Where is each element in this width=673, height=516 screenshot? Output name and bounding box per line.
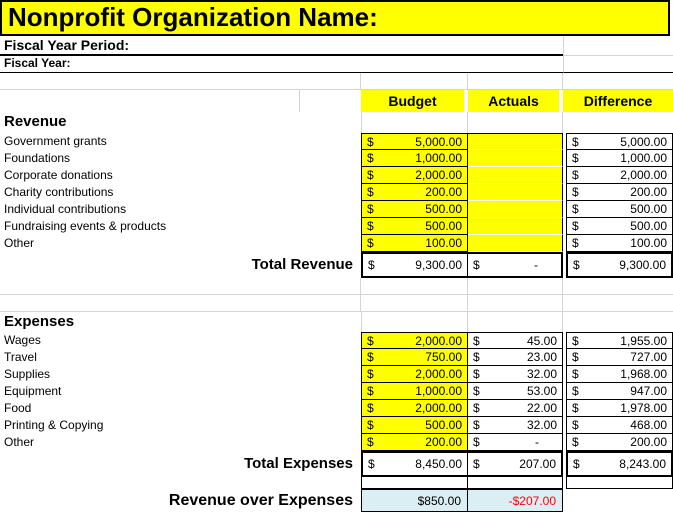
row-label: Foundations	[4, 151, 71, 165]
row-label: Individual contributions	[4, 202, 127, 216]
total-revenue-row	[0, 252, 673, 278]
budget-cell[interactable]	[361, 434, 468, 451]
empty-cell[interactable]	[0, 295, 361, 311]
budget-cell[interactable]	[361, 383, 468, 400]
cell-value: 32.00	[526, 418, 557, 432]
row-label: Wages	[4, 333, 41, 347]
total-expenses-row	[0, 451, 673, 477]
summary-actuals-cell[interactable]	[468, 489, 563, 512]
empty-cell[interactable]	[468, 112, 563, 133]
summary-difference-cell[interactable]	[563, 489, 673, 512]
row-label-cell[interactable]	[0, 150, 361, 167]
budget-column-header[interactable]	[361, 90, 468, 112]
currency-symbol: $	[473, 258, 480, 272]
cell-value: 2,000.00	[415, 333, 462, 348]
empty-row	[0, 73, 673, 90]
currency-symbol: $	[572, 384, 579, 398]
row-label-cell[interactable]	[0, 184, 361, 201]
empty-cell[interactable]	[563, 295, 673, 311]
actuals-cell[interactable]	[468, 400, 563, 417]
currency-symbol: $	[367, 401, 374, 415]
empty-bordered-row	[0, 477, 673, 489]
empty-row	[0, 295, 673, 312]
fiscal-year-period-cell[interactable]	[0, 36, 563, 56]
empty-cell[interactable]	[563, 312, 673, 332]
expense-row	[0, 383, 673, 400]
currency-symbol: $	[368, 258, 375, 272]
currency-symbol: $	[368, 457, 375, 471]
title-row	[0, 0, 673, 36]
cell-value: 45.00	[526, 333, 557, 348]
currency-symbol: $	[473, 418, 480, 432]
empty-cell[interactable]	[361, 73, 468, 89]
currency-symbol: $	[367, 151, 374, 165]
actuals-cell[interactable]	[468, 366, 563, 383]
column-header-row	[0, 90, 673, 112]
currency-symbol: $	[572, 134, 579, 149]
expenses-heading-row	[0, 312, 673, 332]
row-label-cell[interactable]	[0, 434, 361, 451]
currency-symbol: $	[573, 258, 580, 272]
row-label: Government grants	[4, 134, 107, 148]
cell-value: 500.00	[425, 219, 462, 233]
header-spacer-cell	[0, 90, 361, 112]
currency-symbol: $	[572, 367, 579, 381]
difference-column-header[interactable]	[563, 90, 673, 112]
empty-cell[interactable]	[361, 312, 468, 332]
currency-symbol: $	[367, 333, 374, 348]
fiscal-year-period-label: Fiscal Year Period:	[4, 37, 130, 53]
expense-row	[0, 349, 673, 366]
currency-symbol: $	[473, 401, 480, 415]
expense-row	[0, 332, 673, 349]
currency-symbol: $	[473, 350, 480, 364]
expense-row	[0, 434, 673, 451]
cell-value-negative: -$207.00	[508, 493, 556, 508]
difference-cell[interactable]	[563, 400, 673, 417]
row-label-cell[interactable]	[0, 366, 361, 383]
cell-value: 1,968.00	[620, 367, 667, 381]
currency-symbol: $	[367, 350, 374, 364]
actuals-cell[interactable]	[468, 332, 563, 349]
empty-cell[interactable]	[361, 112, 468, 133]
fiscal-year-period-row	[0, 36, 673, 56]
empty-cell[interactable]	[361, 278, 468, 294]
actuals-cell[interactable]	[468, 167, 563, 184]
empty-cell[interactable]	[563, 278, 673, 294]
budget-header-label: Budget	[388, 93, 437, 109]
cell-value: 22.00	[526, 401, 557, 415]
currency-symbol: $	[367, 384, 374, 398]
row-label: Fundraising events & products	[4, 219, 167, 233]
currency-symbol: $	[572, 185, 579, 199]
currency-symbol: $	[367, 168, 374, 182]
cell-value: 100.00	[630, 236, 667, 250]
currency-symbol: $	[572, 333, 579, 348]
row-label: Travel	[4, 350, 37, 364]
cell-value: 1,955.00	[620, 333, 667, 348]
cell-value: 750.00	[425, 350, 462, 364]
fiscal-year-row	[0, 56, 673, 73]
difference-cell[interactable]	[563, 383, 673, 400]
budget-cell[interactable]	[361, 201, 468, 218]
row-label-cell[interactable]	[0, 332, 361, 349]
cell-value: 947.00	[630, 384, 667, 398]
page-title: Nonprofit Organization Name:	[8, 2, 378, 32]
cell-value: 200.00	[425, 435, 462, 449]
empty-cell[interactable]	[0, 73, 361, 89]
budget-cell[interactable]	[361, 417, 468, 434]
currency-symbol: $	[572, 151, 579, 165]
revenue-row	[0, 167, 673, 184]
row-label: Corporate donations	[4, 168, 113, 182]
currency-symbol: $	[572, 435, 579, 449]
cell-value: 200.00	[630, 435, 667, 449]
difference-cell[interactable]	[563, 201, 673, 218]
cell-value: 468.00	[630, 418, 667, 432]
cell-value: 2,000.00	[620, 168, 667, 182]
row-label-cell[interactable]	[0, 349, 361, 366]
revenue-over-expenses-row	[0, 489, 673, 512]
budget-cell[interactable]	[361, 366, 468, 383]
cell-value: 1,000.00	[620, 151, 667, 165]
currency-symbol: $	[367, 185, 374, 199]
cell-value: -	[535, 435, 539, 449]
currency-symbol: $	[572, 219, 579, 233]
revenue-heading-row	[0, 112, 673, 133]
currency-symbol: $	[572, 202, 579, 216]
difference-cell[interactable]	[563, 150, 673, 167]
row-label-cell[interactable]	[0, 383, 361, 400]
cell-value: -	[534, 258, 538, 272]
cell-value: $850.00	[417, 493, 461, 508]
row-label: Other	[4, 435, 35, 449]
total-revenue-budget-cell[interactable]	[361, 252, 468, 278]
summary-budget-cell[interactable]	[361, 489, 468, 512]
budget-cell[interactable]	[361, 133, 468, 150]
empty-cell[interactable]	[563, 36, 673, 56]
total-expenses-label: Total Expenses	[244, 455, 353, 472]
currency-symbol: $	[572, 401, 579, 415]
cell-value: 9,300.00	[619, 258, 666, 272]
total-expenses-actuals-cell[interactable]	[468, 451, 563, 477]
empty-cell[interactable]	[468, 312, 563, 332]
empty-cell[interactable]	[563, 56, 673, 73]
cell-value: 1,000.00	[415, 384, 462, 398]
difference-cell[interactable]	[563, 332, 673, 349]
currency-symbol: $	[573, 457, 580, 471]
empty-cell[interactable]	[361, 295, 468, 311]
empty-cell[interactable]	[0, 477, 361, 489]
total-expenses-budget-cell[interactable]	[361, 451, 468, 477]
actuals-cell[interactable]	[468, 434, 563, 451]
currency-symbol: $	[367, 367, 374, 381]
actuals-cell[interactable]	[468, 383, 563, 400]
cell-value: 23.00	[526, 350, 557, 364]
cell-value: 500.00	[630, 219, 667, 233]
actuals-cell[interactable]	[468, 235, 563, 252]
difference-cell[interactable]	[563, 167, 673, 184]
revenue-row	[0, 235, 673, 252]
cell-value: 2,000.00	[415, 367, 462, 381]
budget-cell[interactable]	[361, 167, 468, 184]
revenue-row	[0, 184, 673, 201]
total-revenue-label: Total Revenue	[251, 256, 353, 273]
empty-cell[interactable]	[468, 73, 563, 89]
row-label: Printing & Copying	[4, 418, 104, 432]
expense-row	[0, 400, 673, 417]
actuals-header-label: Actuals	[488, 93, 539, 109]
row-label-cell[interactable]	[0, 218, 361, 235]
total-expenses-difference-cell[interactable]	[563, 451, 673, 477]
empty-row	[0, 278, 673, 295]
revenue-over-expenses-label: Revenue over Expenses	[168, 492, 353, 509]
currency-symbol: $	[473, 333, 480, 348]
expense-row	[0, 366, 673, 383]
difference-cell[interactable]	[563, 417, 673, 434]
empty-cell[interactable]	[563, 477, 673, 489]
cell-value: 500.00	[425, 418, 462, 432]
cell-value: 9,300.00	[415, 258, 462, 272]
actuals-cell[interactable]	[468, 218, 563, 235]
currency-symbol: $	[473, 367, 480, 381]
actuals-cell[interactable]	[468, 133, 563, 150]
actuals-cell[interactable]	[468, 417, 563, 434]
expenses-section-heading: Expenses	[4, 313, 75, 330]
row-label: Other	[4, 236, 35, 250]
currency-symbol: $	[367, 418, 374, 432]
cell-value: 2,000.00	[415, 168, 462, 182]
budget-cell[interactable]	[361, 400, 468, 417]
fiscal-year-label: Fiscal Year:	[4, 56, 71, 70]
cell-value: 8,450.00	[415, 457, 462, 471]
cell-value: 500.00	[630, 202, 667, 216]
gridline-spacer	[0, 90, 300, 112]
row-label-cell[interactable]	[0, 167, 361, 184]
org-name-title-cell[interactable]	[0, 0, 670, 36]
cell-value: 8,243.00	[619, 457, 666, 471]
revenue-section-heading: Revenue	[4, 113, 67, 130]
budget-cell[interactable]	[361, 349, 468, 366]
currency-symbol: $	[367, 219, 374, 233]
actuals-cell[interactable]	[468, 349, 563, 366]
cell-value: 200.00	[630, 185, 667, 199]
total-revenue-actuals-cell[interactable]	[468, 252, 563, 278]
row-label: Food	[4, 401, 32, 415]
budget-cell[interactable]	[361, 184, 468, 201]
cell-value: 1,000.00	[415, 151, 462, 165]
currency-symbol: $	[473, 384, 480, 398]
budget-cell[interactable]	[361, 218, 468, 235]
row-label: Charity contributions	[4, 185, 114, 199]
row-label: Supplies	[4, 367, 51, 381]
empty-cell[interactable]	[468, 477, 563, 489]
fiscal-year-cell[interactable]	[0, 56, 563, 73]
currency-symbol: $	[473, 457, 480, 471]
cell-value: 500.00	[425, 202, 462, 216]
currency-symbol: $	[572, 236, 579, 250]
row-label-cell[interactable]	[0, 417, 361, 434]
cell-value: 100.00	[425, 236, 462, 250]
cell-value: 200.00	[425, 185, 462, 199]
total-revenue-difference-cell[interactable]	[563, 252, 673, 278]
cell-value: 53.00	[526, 384, 557, 398]
difference-cell[interactable]	[563, 434, 673, 451]
difference-cell[interactable]	[563, 218, 673, 235]
actuals-cell[interactable]	[468, 184, 563, 201]
row-label-cell[interactable]	[0, 133, 361, 150]
cell-value: 207.00	[519, 457, 556, 471]
difference-cell[interactable]	[563, 366, 673, 383]
cell-value: 5,000.00	[620, 134, 667, 149]
empty-cell[interactable]	[563, 112, 673, 133]
cell-value: 2,000.00	[415, 401, 462, 415]
revenue-row	[0, 201, 673, 218]
revenue-row	[0, 150, 673, 167]
difference-cell[interactable]	[563, 133, 673, 150]
budget-cell[interactable]	[361, 150, 468, 167]
expense-row	[0, 417, 673, 434]
actuals-cell[interactable]	[468, 201, 563, 218]
currency-symbol: $	[367, 435, 374, 449]
cell-value: 5,000.00	[415, 134, 462, 149]
revenue-row	[0, 133, 673, 150]
empty-cell[interactable]	[0, 278, 361, 294]
empty-cell[interactable]	[563, 73, 673, 89]
difference-cell[interactable]	[563, 184, 673, 201]
cell-value: 1,978.00	[620, 401, 667, 415]
revenue-row	[0, 218, 673, 235]
row-label-cell[interactable]	[0, 201, 361, 218]
cell-value: 727.00	[630, 350, 667, 364]
empty-cell[interactable]	[361, 477, 468, 489]
currency-symbol: $	[367, 236, 374, 250]
budget-cell[interactable]	[361, 332, 468, 349]
currency-symbol: $	[572, 168, 579, 182]
actuals-cell[interactable]	[468, 150, 563, 167]
difference-header-label: Difference	[583, 93, 653, 109]
difference-cell[interactable]	[563, 235, 673, 252]
actuals-column-header[interactable]	[468, 90, 563, 112]
row-label-cell[interactable]	[0, 400, 361, 417]
row-label: Equipment	[4, 384, 62, 398]
empty-cell[interactable]	[468, 295, 563, 311]
difference-cell[interactable]	[563, 349, 673, 366]
currency-symbol: $	[572, 418, 579, 432]
row-label-cell[interactable]	[0, 235, 361, 252]
budget-cell[interactable]	[361, 235, 468, 252]
currency-symbol: $	[367, 202, 374, 216]
cell-value: 32.00	[526, 367, 557, 381]
bottom-filler	[0, 512, 673, 516]
currency-symbol: $	[367, 134, 374, 149]
empty-cell[interactable]	[468, 278, 563, 294]
currency-symbol: $	[473, 435, 480, 449]
currency-symbol: $	[572, 350, 579, 364]
